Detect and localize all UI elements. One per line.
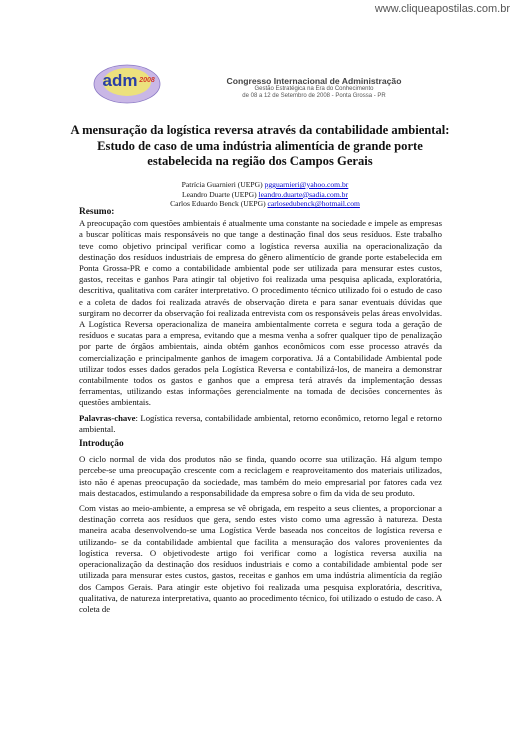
author-list bbox=[120, 180, 410, 209]
resumo-paragraph: A preocupação com questões ambientais é atualmente uma constante na sociedade e impele as empresas a buscar políticas mais responsáveis no que tange a destinação final dos seus resíduos. Este trabalho teve como objetivo principal verificar como a logística reversa auxilia na operacionalização da destinação dos resíduos industriais de empresa do gênero alimentício de grande porte estabelecida em Ponta Grossa-PR e como a contabilidade ambiental pode ser utilizada para mensurar estes custos, gastos, receitas e ganhos Para atingir tal objetivo foi realizada uma pesquisa aplicada, exploratória, descritiva, qualitativa com caráter interpretativo. O procedimento técnico utilizado foi o estudo de caso e a coleta de dados foi realizada através de observação direta e para sanar eventuais dúvidas que surgiram no decorrer da observação foi realizada entrevista com os responsáveis pelas áreas envolvidas. A Logística Reversa operacionaliza de maneira ambientalmente correta e segura toda a geração de resíduos e sucatas para a empresa, evitando que a mesma venha a sofrer qualquer tipo de penalização por parte de órgãos ambientais, ainda obtém ganhos econômicos com esse processo através da comercialização e principalmente ganhos de imagem corporativa. Já a Contabilidade Ambiental pode utilizar todos esses dados gerados pela Logística Reversa e contabilizá-los, de maneira a demonstrar contabilmente todos os gastos e ganhos que a empresa terá através da implementação dessas ferramentas, utilizando estas informações gerencialmente na tomada de decisões concernentes às questões ambientais. bbox=[79, 218, 442, 408]
author-email-link[interactable]: leandro.duarte@sadia.com.br bbox=[258, 189, 348, 199]
conference-info bbox=[204, 76, 424, 101]
paper-body bbox=[79, 207, 442, 615]
title-line: estabelecida na região dos Campos Gerais bbox=[147, 154, 373, 169]
author-line bbox=[120, 180, 410, 190]
author-name: Patrícia Guarnieri (UEPG) bbox=[181, 180, 265, 189]
logo-text: adm bbox=[102, 71, 138, 90]
title-line: Estudo de caso de uma indústria alimentícia de grande porte bbox=[97, 138, 423, 153]
conference-logo bbox=[92, 58, 162, 106]
keywords-label: Palavras-chave bbox=[79, 412, 136, 423]
conference-dates: de 08 a 12 de Setembro de 2008 - Ponta Grossa - PR bbox=[242, 93, 386, 100]
paper-title bbox=[60, 123, 460, 170]
intro-heading: Introdução bbox=[79, 439, 124, 450]
author-email-link[interactable]: pgguarnieri@yahoo.com.br bbox=[264, 180, 349, 189]
author-name: Leandro Duarte (UEPG) bbox=[182, 189, 259, 199]
resumo-heading: Resumo: bbox=[79, 207, 115, 217]
intro-paragraph-2: Com vistas ao meio-ambiente, a empresa se vê obrigada, em respeito a seus clientes, a proporcionar a destinação correta aos resíduos que gera, sendo estes visto como uma agressão à natureza. Desta maneira acaba desenvolvendo-se uma Logística Verde baseada nos conceitos de logística reversa e utilizando- se da contabilidade ambiental que facilita a mensuração dos valores provenientes da logística reversa. O objetivodeste artigo foi verificar como a logística reversa auxilia na operacionalização da destinação dos resíduos industriais e como a contabilidade ambiental pode ser utilizada para mensurar estes custos, gastos, receitas e ganhos em uma indústria alimentícia da região dos Campos Gerais. Para atingir este objetivo foi realizada uma pesquisa exploratória, descritiva, qualitativa, de natureza interpretativa, quanto ao procedimento técnico, foi utilizado o estudo de caso. A coleta de bbox=[79, 503, 442, 614]
author-line bbox=[120, 190, 410, 200]
keywords-text: : Logística reversa, contabilidade ambiental, retorno econômico, retorno legal e retorno ambiental. bbox=[79, 412, 442, 434]
watermark-url[interactable]: www.cliqueapostilas.com.br bbox=[374, 3, 510, 15]
conference-name: Congresso Internacional de Administração bbox=[226, 76, 402, 86]
title-line: A mensuração da logística reversa através da contabilidade ambiental: bbox=[70, 123, 450, 137]
conference-theme: Gestão Estratégica na Era do Conhecimento bbox=[254, 86, 374, 92]
intro-paragraph-1: O ciclo normal de vida dos produtos não se finda, quando ocorre sua utilização. Há algum tempo percebe-se uma preocupação crescente com a reciclagem e reaproveitamento dos materiais utilizados, isto não é apenas preocupação da sociedade, mas também do meio empresarial por fatores cada vez mais destacados, estimulando a responsabilidade da empresa sobre o fim da vida de seu produto. bbox=[79, 454, 442, 498]
keywords-paragraph bbox=[79, 413, 442, 435]
conference-header bbox=[92, 58, 432, 108]
author-name: Carlos Eduardo Benck (UEPG) bbox=[170, 199, 268, 209]
author-email-link[interactable]: carlosedubenck@hotmail.com bbox=[267, 199, 360, 209]
logo-year: 2008 bbox=[139, 77, 155, 84]
